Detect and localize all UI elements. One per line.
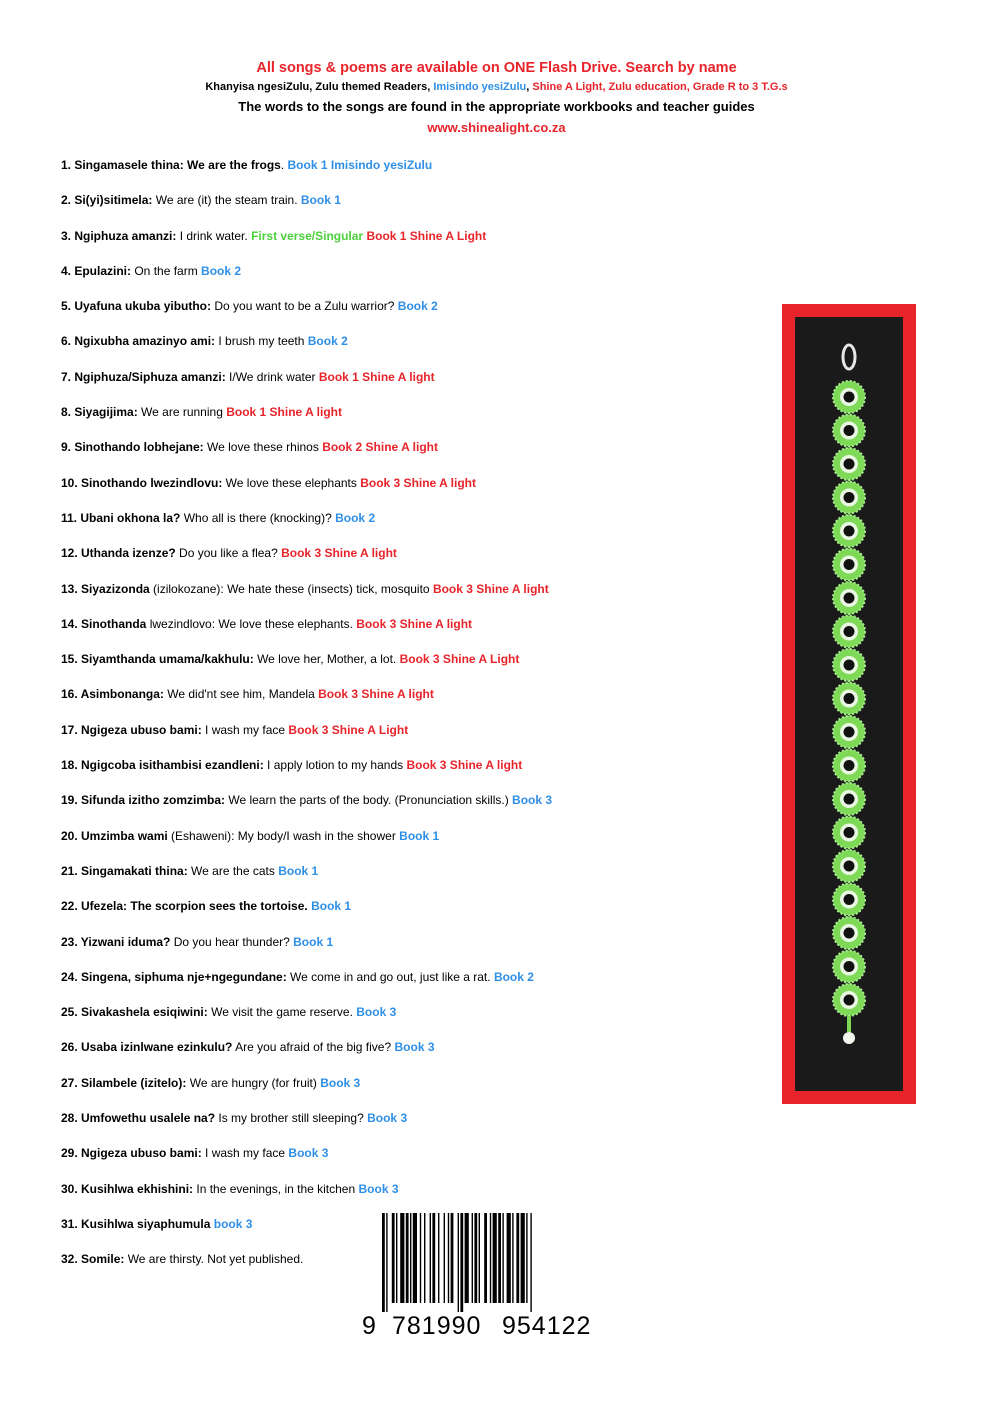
song-title: 31. Kusihlwa siyaphumula bbox=[61, 1216, 211, 1231]
song-title: 22. Ufezela: The scorpion sees the tortoise. bbox=[61, 899, 308, 914]
book-tag: Book 3 bbox=[367, 1111, 408, 1126]
song-title: 28. Umfowethu usalele na? bbox=[61, 1111, 216, 1126]
bracelet-clasp bbox=[843, 1032, 855, 1044]
barcode-bar bbox=[507, 1213, 511, 1303]
song-description: We love her, Mother, a lot. bbox=[253, 652, 400, 667]
header-website-link[interactable]: www.shinealight.co.za bbox=[427, 120, 566, 135]
bead-center bbox=[844, 995, 855, 1006]
bead-center bbox=[844, 827, 855, 838]
list-item bbox=[61, 863, 761, 898]
list-item bbox=[61, 369, 761, 404]
song-list bbox=[61, 157, 761, 1287]
bracelet-icon bbox=[795, 317, 903, 1091]
list-item bbox=[61, 722, 761, 757]
song-description: I wash my face bbox=[201, 1146, 289, 1161]
song-description: We are the cats bbox=[187, 863, 279, 878]
song-description: We are thirsty. Not yet published. bbox=[124, 1252, 304, 1267]
header-flash-drive-notice: All songs & poems are available on ONE Flash Drive. Search by name bbox=[256, 60, 737, 76]
list-item bbox=[61, 686, 761, 721]
song-description: lwezindlovo: We love these elephants. bbox=[146, 616, 357, 631]
book-tag: book 3 bbox=[213, 1216, 253, 1231]
song-description: We visit the game reserve. bbox=[207, 1005, 357, 1020]
list-item bbox=[61, 1181, 761, 1216]
list-item bbox=[61, 157, 761, 192]
list-item bbox=[61, 263, 761, 298]
book-tag: Book 1 Shine A light bbox=[318, 369, 435, 384]
barcode-bar bbox=[458, 1213, 459, 1312]
barcode-bar bbox=[430, 1213, 431, 1303]
bead-center bbox=[844, 492, 855, 503]
book-tag: Book 1 Imisindo yesiZulu bbox=[287, 158, 433, 172]
song-title: 15. Siyamthanda umama/kakhulu: bbox=[61, 652, 254, 667]
barcode-bar bbox=[386, 1213, 387, 1312]
list-item bbox=[61, 1110, 761, 1145]
song-title: 27. Silambele (izitelo): bbox=[61, 1075, 187, 1090]
list-item bbox=[61, 333, 761, 368]
book-tag: Book 3 Shine A light bbox=[318, 687, 434, 702]
list-item bbox=[61, 969, 761, 1004]
barcode-digits-right: 954122 bbox=[502, 1312, 592, 1340]
beaded-bracelet-image bbox=[782, 304, 916, 1104]
header-product-part: , bbox=[526, 81, 533, 93]
list-item bbox=[61, 404, 761, 439]
bead-center bbox=[844, 760, 855, 771]
bead-center bbox=[844, 392, 855, 403]
song-title: 24. Singena, siphuma nje+ngegundane: bbox=[61, 969, 287, 984]
list-item bbox=[61, 828, 761, 863]
barcode-bar bbox=[472, 1213, 473, 1303]
song-description: Do you like a flea? bbox=[175, 546, 282, 561]
list-item bbox=[61, 1039, 761, 1074]
bead-center bbox=[844, 794, 855, 805]
song-description: We learn the parts of the body. (Pronunciation skills.) bbox=[225, 793, 513, 808]
song-title: 5. Uyafuna ukuba yibutho: bbox=[61, 299, 212, 314]
song-description: We are hungry (for fruit) bbox=[186, 1075, 321, 1090]
song-title: 3. Ngiphuza amanzi: bbox=[61, 228, 177, 243]
barcode-bar bbox=[410, 1213, 411, 1303]
list-item bbox=[61, 792, 761, 827]
list-item bbox=[61, 475, 761, 510]
barcode-bar bbox=[493, 1213, 497, 1303]
list-item bbox=[61, 1145, 761, 1180]
barcode-digits-left: 781990 bbox=[392, 1312, 482, 1340]
barcode-bar bbox=[432, 1213, 435, 1303]
song-description: We are (it) the steam train. bbox=[152, 193, 301, 208]
book-tag: Book 3 bbox=[512, 793, 553, 808]
song-title: 26. Usaba izinlwane ezinkulu? bbox=[61, 1040, 233, 1055]
song-description: In the evenings, in the kitchen bbox=[193, 1181, 359, 1196]
list-item bbox=[61, 898, 761, 933]
barcode-bar bbox=[484, 1213, 487, 1303]
book-tag: Book 1 Shine A Light bbox=[366, 228, 487, 243]
song-title: 17. Ngigeza ubuso bami: bbox=[61, 722, 202, 737]
song-description: We love these rhinos bbox=[203, 440, 323, 455]
header-product-part: Shine A Light, Zulu education, Grade R to 3 T.G.s bbox=[532, 81, 788, 93]
header-product-part: Khanyisa ngesiZulu, Zulu themed Readers, bbox=[205, 81, 434, 93]
book-tag: Book 2 Shine A light bbox=[322, 440, 438, 455]
song-description: Do you hear thunder? bbox=[170, 934, 294, 949]
barcode-bar bbox=[382, 1213, 385, 1312]
barcode-bar bbox=[526, 1213, 527, 1303]
list-item bbox=[61, 616, 761, 651]
book-tag: Book 1 bbox=[311, 899, 352, 914]
song-description: Who all is there (knocking)? bbox=[180, 510, 336, 525]
list-item bbox=[61, 651, 761, 686]
song-title: 18. Ngigcoba isithambisi ezandleni: bbox=[61, 758, 264, 773]
song-title: 10. Sinothando lwezindlovu: bbox=[61, 475, 223, 490]
book-tag: Book 2 bbox=[201, 263, 242, 278]
barcode-bar bbox=[512, 1213, 513, 1303]
song-description: We love these elephants bbox=[222, 475, 361, 490]
song-description: Is my brother still sleeping? bbox=[215, 1111, 368, 1126]
song-title: 2. Si(yi)sitimela: bbox=[61, 193, 153, 208]
song-description: . bbox=[280, 158, 288, 172]
song-title: 29. Ngigeza ubuso bami: bbox=[61, 1146, 202, 1161]
song-title: 9. Sinothando lobhejane: bbox=[61, 440, 204, 455]
song-title: 7. Ngiphuza/Siphuza amanzi: bbox=[61, 369, 226, 384]
bead-center bbox=[844, 559, 855, 570]
barcode-bar bbox=[420, 1213, 421, 1303]
bead-center bbox=[844, 894, 855, 905]
song-title: 30. Kusihlwa ekhishini: bbox=[61, 1181, 194, 1196]
song-title: 21. Singamakati thina: bbox=[61, 863, 188, 878]
song-description: (izilokozane): We hate these (insects) tick, mosquito bbox=[149, 581, 433, 596]
song-description: I apply lotion to my hands bbox=[263, 758, 407, 773]
list-item bbox=[61, 228, 761, 263]
barcode-bar bbox=[490, 1213, 491, 1303]
song-title: 6. Ngixubha amazinyo ami: bbox=[61, 334, 216, 349]
book-tag: Book 3 bbox=[358, 1181, 399, 1196]
book-tag: Book 1 bbox=[399, 828, 440, 843]
book-tag: Book 3 bbox=[288, 1146, 329, 1161]
song-title: 13. Siyazizonda bbox=[61, 581, 150, 596]
barcode-bar bbox=[516, 1213, 519, 1303]
bead-center bbox=[844, 459, 855, 470]
song-description: I brush my teeth bbox=[215, 334, 308, 349]
book-tag: First verse/Singular bbox=[251, 228, 367, 243]
song-title: 8. Siyagijima: bbox=[61, 405, 138, 420]
song-title: 1. Singamasele thina: We are the frogs bbox=[61, 158, 281, 172]
book-tag: Book 3 Shine A light bbox=[356, 616, 473, 631]
bead-center bbox=[844, 593, 855, 604]
barcode-bar bbox=[460, 1213, 463, 1312]
book-tag: Book 3 Shine A Light bbox=[288, 722, 409, 737]
song-title: 12. Uthanda izenze? bbox=[61, 546, 176, 561]
barcode-bar bbox=[438, 1213, 439, 1303]
bracelet-backdrop bbox=[795, 317, 903, 1091]
list-item bbox=[61, 439, 761, 474]
book-tag: Book 3 Shine A light bbox=[360, 475, 476, 490]
song-title: 20. Umzimba wami bbox=[61, 828, 168, 843]
bead-center bbox=[844, 961, 855, 972]
song-description: We did'nt see him, Mandela bbox=[163, 687, 319, 702]
book-tag: Book 3 Shine A light bbox=[432, 581, 549, 596]
barcode-bar bbox=[448, 1213, 449, 1303]
bead-center bbox=[844, 928, 855, 939]
song-description: I drink water. bbox=[176, 228, 252, 243]
book-tag: Book 3 bbox=[356, 1005, 397, 1020]
bead-center bbox=[844, 626, 855, 637]
song-title: 23. Yizwani iduma? bbox=[61, 934, 171, 949]
song-title: 4. Epulazini: bbox=[61, 263, 132, 278]
barcode-bar bbox=[406, 1213, 409, 1303]
song-description: I wash my face bbox=[201, 722, 289, 737]
song-title: 25. Sivakashela esiqiwini: bbox=[61, 1005, 208, 1020]
barcode-bar bbox=[502, 1213, 503, 1303]
book-tag: Book 1 bbox=[278, 863, 319, 878]
bead-center bbox=[844, 693, 855, 704]
barcode-bar bbox=[392, 1213, 395, 1303]
bead-center bbox=[844, 526, 855, 537]
list-item bbox=[61, 1075, 761, 1110]
book-tag: Book 2 bbox=[335, 510, 376, 525]
barcode-bar bbox=[530, 1213, 531, 1312]
book-tag: Book 3 Shine A light bbox=[406, 758, 523, 773]
barcode-bar bbox=[413, 1213, 417, 1303]
list-item bbox=[61, 510, 761, 545]
song-description: I/We drink water bbox=[225, 369, 319, 384]
list-item bbox=[61, 192, 761, 227]
book-tag: Book 1 Shine A light bbox=[226, 405, 342, 420]
header-product-part: Imisindo yesiZulu bbox=[433, 81, 527, 93]
header-workbook-notice: The words to the songs are found in the appropriate workbooks and teacher guides bbox=[238, 99, 755, 114]
bead-center bbox=[844, 425, 855, 436]
song-title: 16. Asimbonanga: bbox=[61, 687, 164, 702]
song-title: 19. Sifunda izitho zomzimba: bbox=[61, 793, 226, 808]
barcode-number bbox=[362, 1312, 622, 1342]
list-item bbox=[61, 1004, 761, 1039]
book-tag: Book 3 Shine A Light bbox=[399, 652, 520, 667]
bead-center bbox=[844, 727, 855, 738]
book-tag: Book 2 bbox=[493, 969, 534, 984]
list-item bbox=[61, 545, 761, 580]
barcode-bar bbox=[400, 1213, 404, 1303]
header-product-line bbox=[0, 81, 993, 93]
barcode-digit-prefix: 9 bbox=[362, 1312, 377, 1340]
book-tag: Book 3 bbox=[394, 1040, 435, 1055]
barcode-icon bbox=[382, 1213, 608, 1312]
barcode-bar bbox=[498, 1213, 501, 1303]
barcode-bar bbox=[444, 1213, 445, 1303]
barcode-bar bbox=[451, 1213, 454, 1303]
song-title: 11. Ubani okhona la? bbox=[61, 510, 181, 525]
song-description: We come in and go out, just like a rat. bbox=[286, 969, 494, 984]
barcode-bar bbox=[521, 1213, 525, 1303]
barcode-bar bbox=[465, 1213, 469, 1303]
song-description: Are you afraid of the big five? bbox=[232, 1040, 395, 1055]
song-description: We are running bbox=[137, 405, 227, 420]
book-tag: Book 2 bbox=[397, 299, 438, 314]
book-tag: Book 3 bbox=[320, 1075, 361, 1090]
list-item bbox=[61, 757, 761, 792]
list-item bbox=[61, 581, 761, 616]
book-tag: Book 3 Shine A light bbox=[281, 546, 397, 561]
song-description: On the farm bbox=[131, 263, 202, 278]
list-item bbox=[61, 298, 761, 333]
barcode-bar bbox=[479, 1213, 480, 1303]
book-tag: Book 1 bbox=[293, 934, 334, 949]
barcode-bar bbox=[474, 1213, 477, 1303]
bead-center bbox=[844, 861, 855, 872]
barcode-bar bbox=[424, 1213, 425, 1303]
song-description: Do you want to be a Zulu warrior? bbox=[211, 299, 398, 314]
song-description: (Eshaweni): My body/I wash in the shower bbox=[167, 828, 400, 843]
song-title: 14. Sinothanda bbox=[61, 616, 147, 631]
bracelet-loop bbox=[843, 345, 855, 369]
list-item bbox=[61, 934, 761, 969]
song-title: 32. Somile: bbox=[61, 1252, 125, 1267]
book-tag: Book 2 bbox=[307, 334, 348, 349]
book-tag: Book 1 bbox=[300, 193, 341, 208]
bead-center bbox=[844, 660, 855, 671]
barcode-bar bbox=[396, 1213, 397, 1303]
